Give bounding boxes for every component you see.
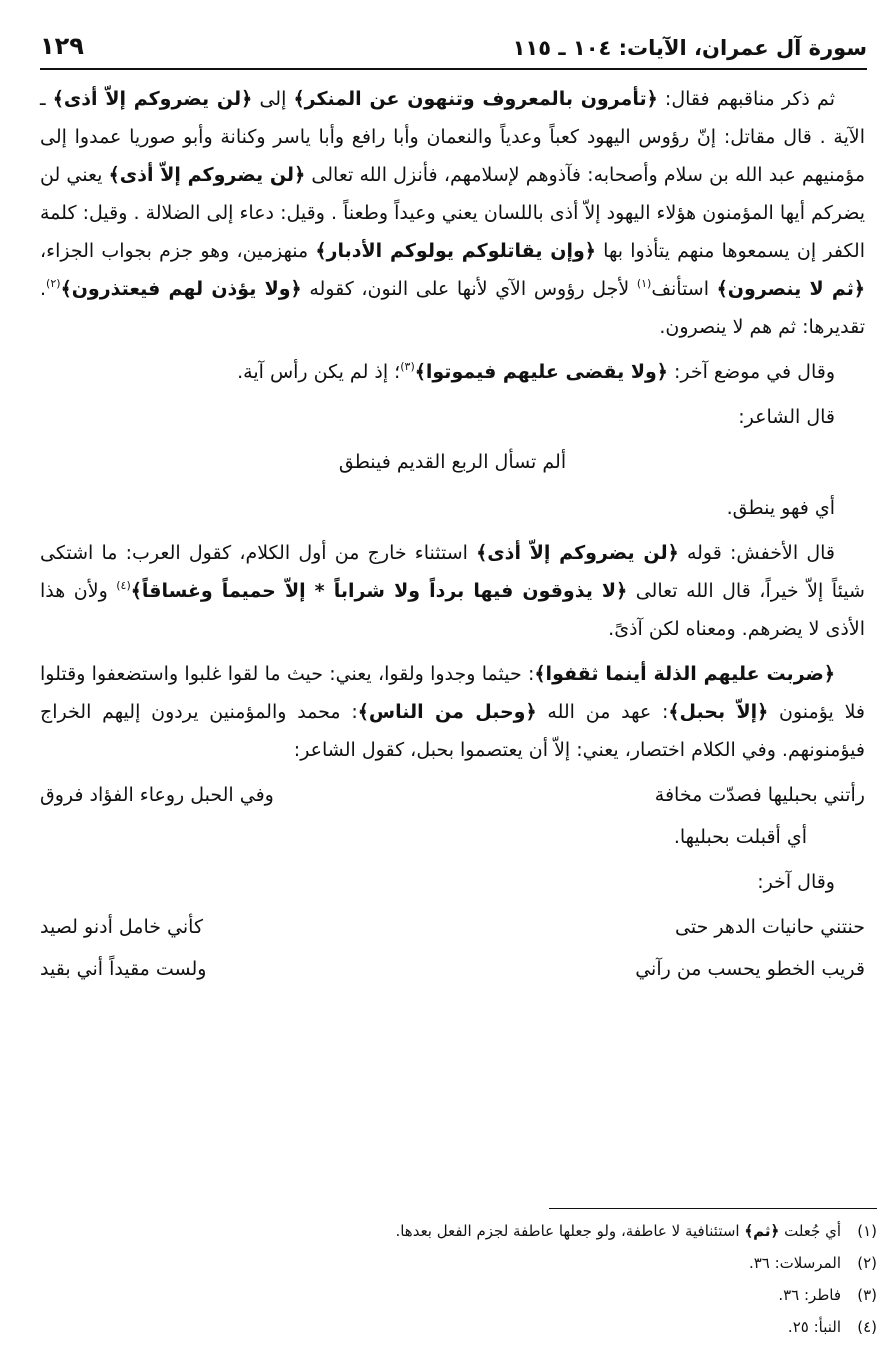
quran-quote: ﴿إلاّ بحبل﴾ — [668, 701, 769, 723]
footnote-number: (١) — [857, 1222, 877, 1240]
verse-line: ألم تسأل الربع القديم فينطق — [338, 451, 567, 473]
footnote-item — [40, 1311, 877, 1343]
paragraph-1 — [40, 80, 865, 346]
running-header — [40, 30, 867, 70]
text-run: استئنافية لا عاطفة، ولو جعلها عاطفة لجزم الفعل بعدها. — [395, 1222, 745, 1240]
header-title: سورة آل عمران، الآيات: ١٠٤ ـ ١١٥ — [512, 36, 867, 60]
verse-first-hemistich: قريب الخطو يحسب من رآني — [635, 958, 865, 980]
text-run: لأجل رؤوس الآي لأنها على النون، كقوله — [301, 278, 637, 300]
footnote-number: (٢) — [857, 1254, 877, 1272]
verse-gloss: أي أقبلت بحبليها. — [673, 826, 807, 848]
text-run: ثم ذكر مناقبهم فقال: — [657, 88, 835, 110]
poet-intro: وقال آخر: — [757, 871, 835, 893]
footnote-ref-1[interactable]: (١) — [636, 277, 652, 290]
quran-quote: ﴿وحبل من الناس﴾ — [357, 701, 537, 723]
verse-couplet — [40, 950, 865, 988]
text-run: ولأن هذا الأذى لا يضرهم. ومعناه لكن آذىً. — [40, 580, 865, 640]
footnote-number: (٣) — [857, 1286, 877, 1304]
footnote-item — [40, 1247, 877, 1279]
poet-intro: قال الشاعر: — [738, 406, 835, 428]
verse-second-hemistich: كأني خامل أدنو لصيد — [40, 916, 203, 938]
text-run: يعني لن يضركم أيها المؤمنون هؤلاء اليهود إلاّ أذى باللسان يعني وعيداً وطعناً . وقيل: دعاء إلى الضلالة . وقيل: كلمة الكفر إن يسمعوها منهم يتأذوا بها — [40, 164, 865, 262]
text-run: قال الأخفش: قوله — [678, 542, 836, 564]
text-run: . تقديرها: ثم هم لا ينصرون. — [40, 278, 865, 338]
footnote-item — [40, 1279, 877, 1311]
footnote-number: (٤) — [857, 1318, 877, 1336]
text-run: استثناء خارج من أول الكلام، كقول العرب: ما اشتكى شيئاً إلاّ خيراً، قال الله تعالى — [40, 542, 865, 602]
footnote-ref-3[interactable]: (٣) — [400, 360, 415, 373]
paragraph-2 — [40, 353, 865, 391]
text-run: : عهد من الله — [536, 701, 669, 723]
text-run: إلى — [252, 88, 294, 110]
paragraph-akhfash — [40, 534, 865, 648]
quran-quote: ﴿ضربت عليهم الذلة أينما ثقفوا﴾ — [534, 663, 835, 685]
verse-couplet — [40, 908, 865, 946]
quran-quote: ﴿ولا يؤذن لهم فيعتذرون﴾ — [60, 278, 302, 300]
main-text — [40, 80, 865, 992]
text-run: وقال في موضع آخر: — [667, 361, 835, 383]
footnote-separator — [549, 1208, 877, 1209]
quran-quote: ﴿تأمرون بالمعروف وتنهون عن المنكر﴾ — [293, 88, 658, 110]
verse-second-hemistich: وفي الحبل روعاء الفؤاد فروق — [40, 784, 274, 806]
verse-first-hemistich: حنتني حانيات الدهر حتى — [675, 916, 865, 938]
page-number: ١٢٩ — [40, 32, 84, 60]
footnotes — [40, 1208, 877, 1343]
quran-quote: ﴿لن يضروكم إلاّ أذى﴾ — [476, 542, 679, 564]
footnote-ref-4[interactable]: (٤) — [116, 579, 131, 592]
footnote-ref-2[interactable]: (٢) — [46, 277, 61, 290]
verse-couplet — [40, 776, 865, 814]
footnote-text: فاطر: ٣٦. — [778, 1286, 841, 1304]
text-run: أي جُعلت — [779, 1222, 841, 1240]
quran-quote: ﴿لن يضروكم إلاّ أذى﴾ — [52, 88, 253, 110]
text-run: : حيثما وجدوا ولقوا، يعني: حيث ما لقوا غلبوا واستضعفوا وقتلوا فلا يؤمنون — [40, 663, 865, 723]
quran-quote: ﴿ولا يقضى عليهم فيموتوا﴾ — [414, 361, 668, 383]
text-run: ـ الآية . قال مقاتل: إنّ رؤوس اليهود كعباً وعدياً والنعمان وأبا رافع وأبا ياسر وكنانة وأبو صوريا عمدوا إلى مؤمنيهم عبد الله بن سلام وأصحابه: فآذوهم لإسلامهم، فأنزل الله تعالى — [40, 88, 865, 186]
quran-quote: ﴿لن يضروكم إلاّ أذى﴾ — [108, 164, 306, 186]
text-run: ؛ إذ لم يكن رأس آية. — [237, 361, 401, 383]
verse-gloss: أي فهو ينطق. — [726, 497, 835, 519]
text-run: : محمد والمؤمنين يردون إليهم الخراج فيؤمنونهم. وفي الكلام اختصار، يعني: إلاّ أن يعتصموا بحبل، كقول الشاعر: — [40, 701, 865, 761]
quran-quote: ﴿وإن يقاتلوكم يولوكم الأدبار﴾ — [315, 240, 596, 262]
text-run: استأنف — [651, 278, 717, 300]
text-run: منهزمين، وهو جزم بجواب الجزاء، — [40, 240, 316, 262]
quran-quote: ﴿ثم﴾ — [744, 1222, 780, 1240]
verse-first-hemistich: رأتني بحبليها فصدّت مخافة — [654, 784, 865, 806]
verse-second-hemistich: ولست مقيداً أني بقيد — [40, 958, 207, 980]
footnote-item — [40, 1215, 877, 1247]
quran-quote: ﴿ثم لا ينصرون﴾ — [716, 278, 866, 300]
footnote-text: المرسلات: ٣٦. — [748, 1254, 841, 1272]
quran-quote: ﴿لا يذوقون فيها برداً ولا شراباً * إلاّ حميماً وغساقاً﴾ — [130, 580, 628, 602]
footnote-text: النبأ: ٢٥. — [787, 1318, 841, 1336]
paragraph-dhilla — [40, 655, 865, 769]
